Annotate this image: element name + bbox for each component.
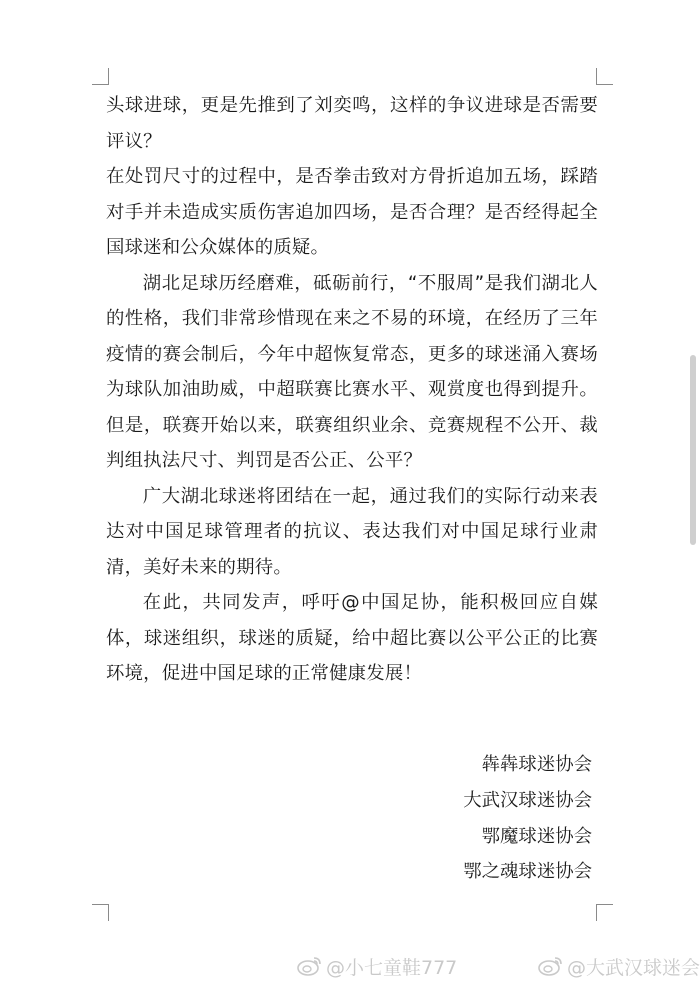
weibo-icon — [538, 955, 564, 977]
signature-1: 犇犇球迷协会 — [481, 754, 592, 775]
paragraph-2: 在处罚尺寸的过程中，是否拳击致对方骨折追加五场，踩踏对手并未造成实质伤害追加四场，是否合理？是否经得起全国球迷和公众媒体的质疑。 — [106, 166, 598, 258]
signature-3: 鄂魔球迷协会 — [481, 825, 592, 847]
watermark-1-text: @小七童鞋777 — [326, 956, 458, 979]
crop-mark-top-right — [596, 68, 613, 85]
watermark-2 — [538, 952, 700, 980]
signature-4: 鄂之魂球迷协会 — [463, 861, 592, 883]
vertical-scrollbar[interactable] — [690, 355, 696, 545]
paragraph-4: 广大湖北球迷将团结在一起，通过我们的实际行动来表达对中国足球管理者的抗议、表达我们对中国足球行业肃清，美好未来的期待。 — [106, 485, 598, 578]
paragraph-5: 在此，共同发声，呼吁@中国足协，能积极回应自媒体，球迷组织，球迷的质疑，给中超比赛以公平公正的比赛环境，促进中国足球的正常健康发展！ — [106, 592, 598, 684]
crop-mark-top-left — [92, 68, 109, 85]
crop-mark-bottom-right — [596, 904, 613, 921]
weibo-icon — [297, 955, 323, 977]
document-body — [106, 88, 598, 692]
paragraph-3: 湖北足球历经磨难，砥砺前行，“不服周”是我们湖北人的性格，我们非常珍惜现在来之不易的环境，在经历了三年疫情的赛会制后，今年中超恢复常态，更多的球迷涌入赛场为球队加油助威，中超联赛比赛水平、观赏度也得到提升。但是，联赛开始以来，联赛组织业余、竞赛规程不公开、裁判组执法尺寸、判罚是否公正、公平？ — [106, 272, 598, 471]
signature-block — [463, 747, 592, 890]
paragraph-1: 头球进球，更是先推到了刘奕鸣，这样的争议进球是否需要评议？ — [106, 95, 598, 152]
watermark-2-text: @大武汉球迷会 — [567, 956, 700, 979]
signature-2: 大武汉球迷协会 — [463, 789, 592, 811]
crop-mark-bottom-left — [92, 904, 109, 921]
watermark-1 — [297, 952, 457, 980]
